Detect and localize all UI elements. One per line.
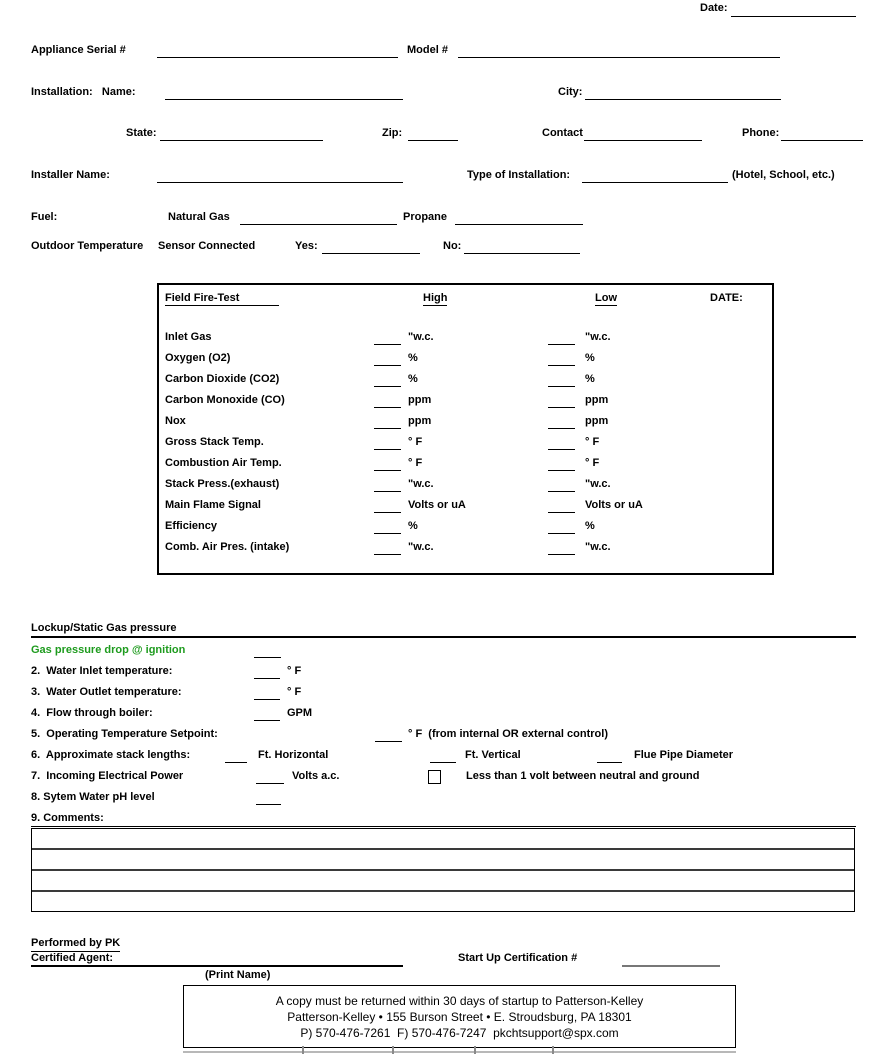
city-input[interactable] — [585, 86, 781, 100]
page-cut-tick — [474, 1046, 476, 1054]
footer-line-2: Patterson-Kelley • 155 Burson Street • E. Stroudsburg, PA 18301 — [287, 1010, 632, 1024]
fire-test-row-label: Oxygen (O2) — [165, 352, 231, 364]
water-inlet-input[interactable] — [254, 665, 280, 679]
fire-test-low-unit: ppm — [585, 415, 609, 427]
fire-test-row — [159, 436, 772, 457]
flow-label: 4. Flow through boiler: — [31, 707, 153, 719]
comb-air-pres-low-input[interactable] — [548, 541, 575, 555]
fire-test-low-unit: Volts or uA — [585, 499, 643, 511]
carbon-dioxide-low-input[interactable] — [548, 373, 575, 387]
stack-horizontal-label: Ft. Horizontal — [258, 749, 329, 761]
fire-test-row — [159, 394, 772, 415]
type-of-installation-input[interactable] — [582, 169, 728, 183]
date-input[interactable] — [731, 3, 856, 17]
main-flame-signal-low-input[interactable] — [548, 499, 575, 513]
fire-test-low-unit: ° F — [585, 457, 600, 469]
print-name-label: (Print Name) — [205, 969, 271, 981]
fire-test-col-high: High — [423, 292, 448, 304]
electrical-power-unit: Volts a.c. — [292, 770, 340, 782]
propane-input[interactable] — [455, 211, 583, 225]
fire-test-high-unit: % — [408, 373, 418, 385]
water-outlet-label: 3. Water Outlet temperature: — [31, 686, 182, 698]
comments-label: 9. Comments: — [31, 812, 104, 824]
setpoint-input[interactable] — [375, 728, 402, 742]
footer-line-1: A copy must be returned within 30 days of startup to Patterson-Kelley — [275, 994, 644, 1008]
fire-test-row — [159, 373, 772, 394]
stack-vertical-input[interactable] — [430, 749, 456, 763]
phone-input[interactable] — [781, 127, 863, 141]
flow-unit: GPM — [287, 707, 313, 719]
combustion-air-temp-high-input[interactable] — [374, 457, 401, 471]
page-cut-line — [183, 1051, 736, 1053]
inlet-gas-high-input[interactable] — [374, 331, 401, 345]
lockup-section-title: Lockup/Static Gas pressure — [31, 622, 177, 634]
comments-input-row-4[interactable] — [32, 892, 854, 911]
carbon-dioxide-high-input[interactable] — [374, 373, 401, 387]
fire-test-row-label: Gross Stack Temp. — [165, 436, 264, 448]
startup-cert-input[interactable] — [622, 952, 720, 967]
gross-stack-temp-high-input[interactable] — [374, 436, 401, 450]
fire-test-col-date: DATE: — [710, 292, 743, 304]
fire-test-low-unit: ppm — [585, 394, 609, 406]
fire-test-high-unit: ppm — [408, 394, 432, 406]
stack-horizontal-input[interactable] — [225, 749, 247, 763]
stack-press-high-input[interactable] — [374, 478, 401, 492]
fire-test-low-unit: % — [585, 352, 595, 364]
page-cut-tick — [392, 1046, 394, 1054]
installation-name-label: Installation: Name: — [31, 86, 136, 98]
sensor-connected-label: Sensor Connected — [158, 240, 256, 252]
model-input[interactable] — [458, 44, 780, 58]
inlet-gas-low-input[interactable] — [548, 331, 575, 345]
fire-test-low-unit: "w.c. — [585, 331, 611, 343]
footer-line-3: P) 570-476-7261 F) 570-476-7247 pkchtsupport@spx.com — [300, 1026, 619, 1040]
fire-test-row-label: Carbon Monoxide (CO) — [165, 394, 285, 406]
fire-test-row — [159, 499, 772, 520]
setpoint-unit: ° F (from internal OR external control) — [408, 728, 608, 740]
comments-rule — [31, 826, 856, 827]
fire-test-low-unit: "w.c. — [585, 478, 611, 490]
startup-cert-label: Start Up Certification # — [458, 952, 578, 964]
electrical-power-input[interactable] — [256, 770, 284, 784]
fire-test-row — [159, 331, 772, 352]
gas-pressure-drop-input[interactable] — [254, 644, 281, 658]
footer-notice-box — [183, 985, 736, 1048]
fire-test-low-unit: "w.c. — [585, 541, 611, 553]
installation-name-input[interactable] — [165, 86, 403, 100]
gross-stack-temp-low-input[interactable] — [548, 436, 575, 450]
electrical-power-label: 7. Incoming Electrical Power — [31, 770, 184, 782]
fire-test-row — [159, 478, 772, 499]
flue-diameter-input[interactable] — [597, 749, 622, 763]
gas-pressure-drop-label: Gas pressure drop @ ignition — [31, 644, 186, 656]
outdoor-temp-label: Outdoor Temperature — [31, 240, 144, 252]
fire-test-row-label: Combustion Air Temp. — [165, 457, 282, 469]
sensor-yes-label: Yes: — [295, 240, 318, 252]
fire-test-high-unit: Volts or uA — [408, 499, 466, 511]
fire-test-row — [159, 352, 772, 373]
oxygen-high-input[interactable] — [374, 352, 401, 366]
certified-agent-label: Certified Agent: — [31, 952, 114, 964]
carbon-monoxide-high-input[interactable] — [374, 394, 401, 408]
neutral-ground-checkbox[interactable] — [428, 770, 441, 784]
page-cut-tick — [552, 1046, 554, 1054]
fire-test-row — [159, 520, 772, 541]
ph-level-label: 8. Sytem Water pH level — [31, 791, 155, 803]
state-input[interactable] — [160, 127, 323, 141]
water-outlet-input[interactable] — [254, 686, 280, 700]
fire-test-low-unit: ° F — [585, 436, 600, 448]
comments-box — [31, 828, 855, 912]
sensor-no-label: No: — [443, 240, 462, 252]
installer-name-input[interactable] — [157, 169, 403, 183]
natural-gas-label: Natural Gas — [168, 211, 230, 223]
zip-input[interactable] — [408, 127, 458, 141]
city-label: City: — [558, 86, 583, 98]
fire-test-high-unit: ° F — [408, 457, 423, 469]
oxygen-low-input[interactable] — [548, 352, 575, 366]
phone-label: Phone: — [742, 127, 780, 139]
fire-test-row — [159, 457, 772, 478]
performed-by-label: Performed by PK — [31, 937, 120, 952]
fire-test-title: Field Fire-Test — [165, 292, 279, 306]
fire-test-high-unit: % — [408, 352, 418, 364]
water-outlet-unit: ° F — [287, 686, 302, 698]
fire-test-row — [159, 541, 772, 562]
fire-test-row-label: Inlet Gas — [165, 331, 212, 343]
fire-test-col-low: Low — [595, 292, 617, 304]
sensor-no-input[interactable] — [464, 240, 580, 254]
appliance-serial-input[interactable] — [157, 44, 398, 58]
comments-input-row-3[interactable] — [32, 871, 854, 890]
water-inlet-unit: ° F — [287, 665, 302, 677]
water-inlet-label: 2. Water Inlet temperature: — [31, 665, 173, 677]
comments-input-row-2[interactable] — [32, 850, 854, 869]
comments-input-row-1[interactable] — [32, 829, 854, 848]
type-of-installation-hint: (Hotel, School, etc.) — [732, 169, 835, 181]
fire-test-high-unit: "w.c. — [408, 478, 434, 490]
fire-test-high-unit: ppm — [408, 415, 432, 427]
appliance-serial-label: Appliance Serial # — [31, 44, 126, 56]
carbon-monoxide-low-input[interactable] — [548, 394, 575, 408]
installer-name-label: Installer Name: — [31, 169, 110, 181]
propane-label: Propane — [403, 211, 448, 223]
comb-air-pres-high-input[interactable] — [374, 541, 401, 555]
fire-test-row-label: Stack Press.(exhaust) — [165, 478, 280, 490]
sensor-yes-input[interactable] — [322, 240, 420, 254]
stack-lengths-label: 6. Approximate stack lengths: — [31, 749, 191, 761]
nox-low-input[interactable] — [548, 415, 575, 429]
date-label: Date: — [700, 2, 728, 14]
zip-label: Zip: — [382, 127, 403, 139]
ph-level-input[interactable] — [256, 791, 281, 805]
neutral-ground-label: Less than 1 volt between neutral and ground — [466, 770, 700, 782]
fire-test-high-unit: % — [408, 520, 418, 532]
stack-press-low-input[interactable] — [548, 478, 575, 492]
fire-test-row-label: Main Flame Signal — [165, 499, 261, 511]
model-label: Model # — [407, 44, 448, 56]
fire-test-low-unit: % — [585, 520, 595, 532]
fire-test-row-label: Nox — [165, 415, 186, 427]
efficiency-low-input[interactable] — [548, 520, 575, 534]
flow-input[interactable] — [254, 707, 280, 721]
efficiency-high-input[interactable] — [374, 520, 401, 534]
page-cut-tick — [302, 1046, 304, 1054]
fire-test-high-unit: "w.c. — [408, 331, 434, 343]
lockup-section-rule — [31, 636, 856, 638]
setpoint-label: 5. Operating Temperature Setpoint: — [31, 728, 218, 740]
fuel-label: Fuel: — [31, 211, 58, 223]
flue-diameter-label: Flue Pipe Diameter — [634, 749, 734, 761]
fire-test-row-label: Carbon Dioxide (CO2) — [165, 373, 280, 385]
certified-agent-line[interactable] — [31, 952, 403, 967]
stack-vertical-label: Ft. Vertical — [465, 749, 521, 761]
fire-test-high-unit: "w.c. — [408, 541, 434, 553]
fire-test-row-label: Efficiency — [165, 520, 217, 532]
contact-label: Contact — [542, 127, 583, 139]
combustion-air-temp-low-input[interactable] — [548, 457, 575, 471]
state-label: State: — [126, 127, 157, 139]
main-flame-signal-high-input[interactable] — [374, 499, 401, 513]
fire-test-low-unit: % — [585, 373, 595, 385]
fire-test-row — [159, 415, 772, 436]
fire-test-row-label: Comb. Air Pres. (intake) — [165, 541, 290, 553]
fire-test-high-unit: ° F — [408, 436, 423, 448]
type-of-installation-label: Type of Installation: — [467, 169, 571, 181]
fire-test-table — [157, 283, 774, 575]
nox-high-input[interactable] — [374, 415, 401, 429]
contact-input[interactable] — [584, 127, 702, 141]
natural-gas-input[interactable] — [240, 211, 397, 225]
